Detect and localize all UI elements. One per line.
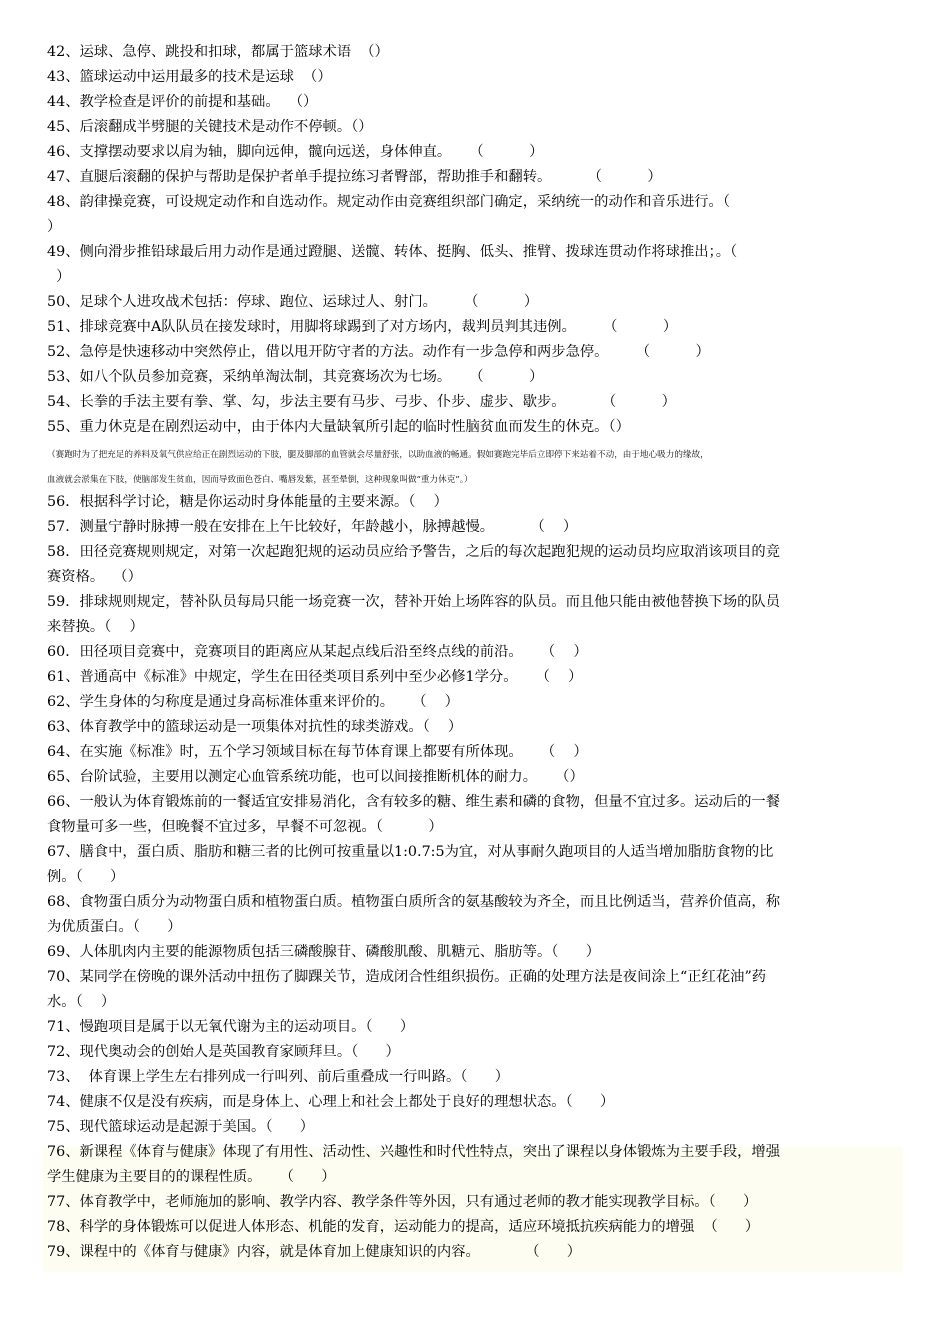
question-line: 42、运球、急停、跳投和扣球，都属于篮球术语 （） xyxy=(47,44,389,60)
question-line: 63、体育教学中的篮球运动是一项集体对抗性的球类游戏。（ ） xyxy=(47,719,463,735)
question-line: 78、科学的身体锻炼可以促进人体形态、机能的发育，运动能力的提高，适应环境抵抗疾病能力的增强 （ ） xyxy=(47,1219,760,1235)
question-line: 51、排球竞赛中A队队员在接发球时，用脚将球踢到了对方场内，裁判员判其违例。 （ ） xyxy=(47,319,678,335)
question-line: 食物量可多一些，但晚餐不宜过多，早餐不可忽视。（ ） xyxy=(47,819,443,835)
question-line: 59．排球规则规定，替补队员每局只能一场竞赛一次，替补开始上场阵容的队员。而且他只能由被他替换下场的队员 xyxy=(47,594,781,610)
question-line: 49、侧向滑步推铅球最后用力动作是通过蹬腿、送髋、转体、挺胸、低头、推臂、拨球连贯动作将球推出；。（ xyxy=(47,244,738,260)
question-line: 46、支撑摆动要求以肩为轴，脚向远伸，髋向远送，身体伸直。 （ ） xyxy=(47,144,544,160)
question-line: 74、健康不仅是没有疾病，而是身体上、心理上和社会上都处于良好的理想状态。（ ） xyxy=(47,1094,615,1110)
question-line: 77、体育教学中，老师施加的影响、教学内容、教学条件等外因，只有通过老师的教才能实现教学目标。（ ） xyxy=(47,1194,758,1210)
question-line: 55、重力休克是在剧烈运动中，由于体内大量缺氧所引起的临时性脑贫血而发生的休克。（） xyxy=(47,419,630,435)
question-line: 例。（ ） xyxy=(47,869,125,885)
question-line: 61、普通高中《标准》中规定，学生在田径类项目系列中至少必修1学分。 （ ） xyxy=(47,669,583,685)
question-line: 79、课程中的《体育与健康》内容，就是体育加上健康知识的内容。 （ ） xyxy=(47,1244,582,1260)
question-line: 44、教学检查是评价的前提和基础。 （） xyxy=(47,94,318,110)
question-line: 56．根据科学讨论，糖是你运动时身体能量的主要来源。（ ） xyxy=(47,494,448,510)
question-line: 43、篮球运动中运用最多的技术是运球 （） xyxy=(47,69,332,85)
question-line: 47、直腿后滚翻的保护与帮助是保护者单手提拉练习者臀部，帮助推手和翻转。 （ ） xyxy=(47,169,662,185)
question-line: ） xyxy=(47,219,62,235)
question-line: 75、现代篮球运动是起源于美国。（ ） xyxy=(47,1119,315,1135)
question-line: 赛资格。 （） xyxy=(47,569,142,585)
question-line: 45、后滚翻成半劈腿的关键技术是动作不停顿。（） xyxy=(47,119,373,135)
explanation-note: （赛跑时为了把充足的养料及氧气供应给正在剧烈运动的下肢，腿及脚部的血管就会尽量舒张，以助血液的畅通。假如赛跑完毕后立即停下来站着不动，由于地心吸力的缘故， xyxy=(47,450,709,460)
question-line: 57．测量宁静时脉搏一般在安排在上午比较好，年龄越小，脉搏越慢。 （ ） xyxy=(47,519,578,535)
question-line: 66、一般认为体育锻炼前的一餐适宜安排易消化，含有较多的糖、维生素和磷的食物，但量不宜过多。运动后的一餐 xyxy=(47,794,781,810)
question-line: 68、食物蛋白质分为动物蛋白质和植物蛋白质。植物蛋白质所含的氨基酸较为齐全，而且比例适当，营养价值高，称 xyxy=(47,894,781,910)
question-line: 69、人体肌肉内主要的能源物质包括三磷酸腺苷、磷酸肌酸、肌糖元、脂肪等。（ ） xyxy=(47,944,600,960)
question-line: 48、韵律操竞赛，可设规定动作和自选动作。规定动作由竞赛组织部门确定，采纳统一的动作和音乐进行。（ xyxy=(47,194,730,210)
question-line: 54、长拳的手法主要有拳、掌、勾，步法主要有马步、弓步、仆步、虚步、歇步。 （ ） xyxy=(47,394,676,410)
question-line: 65、台阶试验，主要用以测定心血管系统功能，也可以间接推断机体的耐力。 （） xyxy=(47,769,584,785)
question-line: 70、某同学在傍晚的课外活动中扭伤了脚踝关节，造成闭合性组织损伤。正确的处理方法是夜间涂上“正红花油”药 xyxy=(47,969,767,985)
question-line: 72、现代奥动会的创始人是英国教育家顾拜旦。（ ） xyxy=(47,1044,400,1060)
question-line: 67、膳食中，蛋白质、脂肪和糖三者的比例可按重量以1:0.7:5为宜，对从事耐久跑项目的人适当增加脂肪食物的比 xyxy=(47,844,774,860)
question-line: 73、 体育课上学生左右排列成一行叫列、前后重叠成一行叫路。（ ） xyxy=(47,1069,510,1085)
question-line: 64、在实施《标准》时，五个学习领域目标在每节体育课上都要有所体现。 （ ） xyxy=(47,744,588,760)
question-line: 71、慢跑项目是属于以无氧代谢为主的运动项目。（ ） xyxy=(47,1019,415,1035)
question-line: 为优质蛋白。（ ） xyxy=(47,919,182,935)
question-line: 水。（ ） xyxy=(47,994,116,1010)
question-line: 62、学生身体的匀称度是通过身高标准体重来评价的。 （ ） xyxy=(47,694,459,710)
explanation-note: 血液就会淤集在下肢，使脑部发生贫血，因而导致面色苍白、嘴唇发紫，甚至晕倒，这种现象叫做“重力休克”。） xyxy=(47,475,473,485)
question-line: 学生健康为主要目的的课程性质。 （ ） xyxy=(47,1169,336,1185)
question-line: ） xyxy=(47,269,71,285)
question-line: 60．田径项目竞赛中，竞赛项目的距离应从某起点线后沿至终点线的前沿。 （ ） xyxy=(47,644,588,660)
question-line: 50、足球个人进攻战术包括：停球、跑位、运球过人、射门。 （ ） xyxy=(47,294,539,310)
question-line: 来替换。（ ） xyxy=(47,619,144,635)
question-line: 58．田径竞赛规则规定，对第一次起跑犯规的运动员应给予警告，之后的每次起跑犯规的运动员均应取消该项目的竞 xyxy=(47,544,781,560)
question-line: 53、如八个队员参加竞赛，采纳单淘汰制，其竞赛场次为七场。 （ ） xyxy=(47,369,544,385)
question-line: 52、急停是快速移动中突然停止，借以甩开防守者的方法。动作有一步急停和两步急停。 （ ） xyxy=(47,344,710,360)
question-line: 76、新课程《体育与健康》体现了有用性、活动性、兴趣性和时代性特点，突出了课程以身体锻炼为主要手段，增强 xyxy=(47,1144,781,1160)
